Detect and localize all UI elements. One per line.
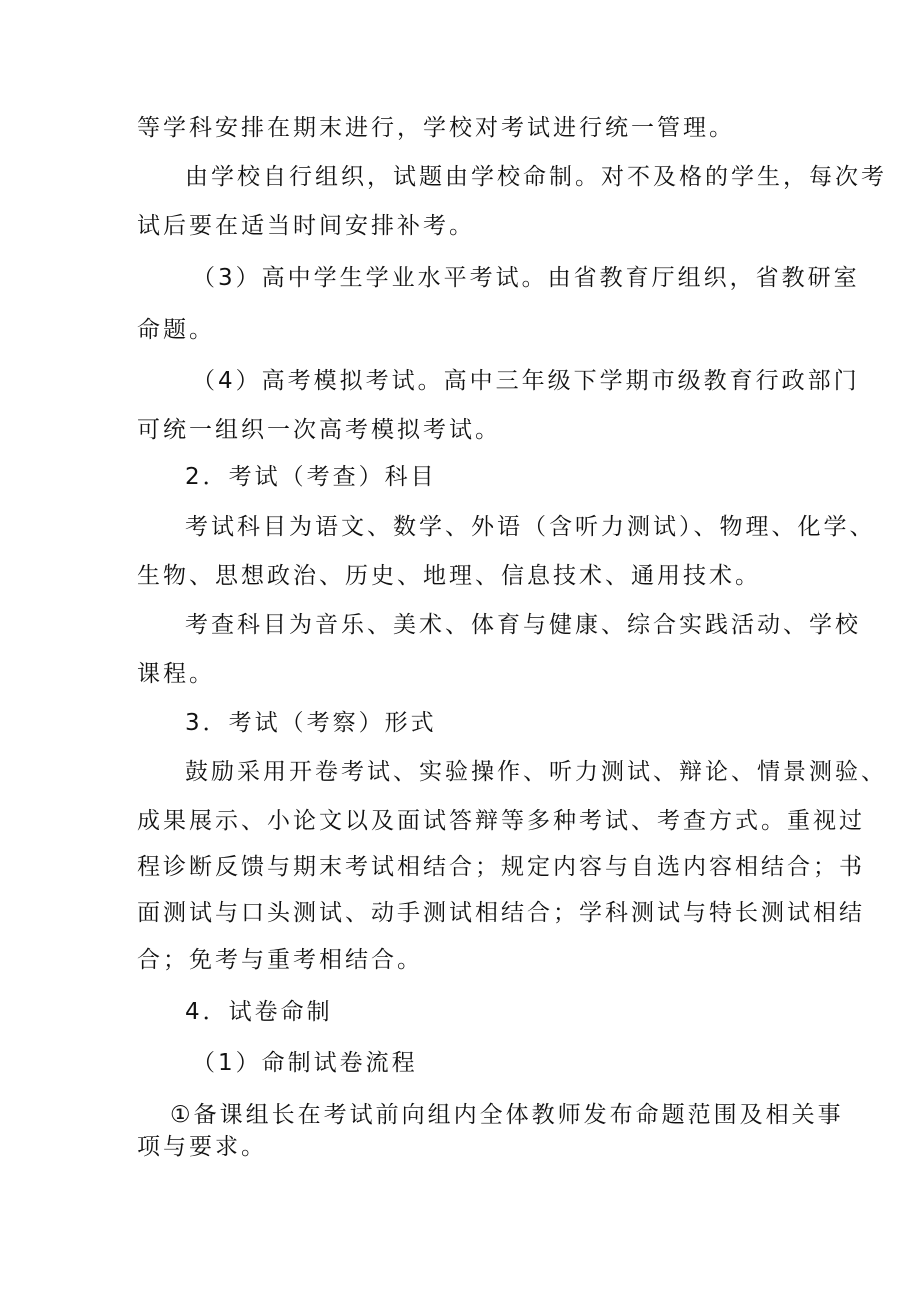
text-line: 程诊断反馈与期末考试相结合；规定内容与自选内容相结合；书 xyxy=(137,854,865,880)
text-line: 生物、思想政治、历史、地理、信息技术、通用技术。 xyxy=(137,563,761,589)
text-line: 课程。 xyxy=(137,661,215,687)
text-line: 合；免考与重考相结合。 xyxy=(137,947,423,973)
text-line: 可统一组织一次高考模拟考试。 xyxy=(137,417,501,443)
text-line: 考试科目为语文、数学、外语（含听力测试）、物理、化学、 xyxy=(185,514,876,540)
text-line: 考查科目为音乐、美术、体育与健康、综合实践活动、学校 xyxy=(185,612,861,638)
section-heading: 4．试卷命制 xyxy=(185,999,333,1025)
subsection-heading: （1）命制试卷流程 xyxy=(192,1050,418,1076)
text-line: （3）高中学生学业水平考试。由省教育厅组织，省教研室 xyxy=(192,265,860,291)
section-heading: 2．考试（考查）科目 xyxy=(185,464,437,490)
section-heading: 3．考试（考察）形式 xyxy=(185,710,437,736)
text-line: 成果展示、小论文以及面试答辩等多种考试、考查方式。重视过 xyxy=(137,808,865,834)
text-line: （4）高考模拟考试。高中三年级下学期市级教育行政部门 xyxy=(192,368,860,394)
text-line: 面测试与口头测试、动手测试相结合；学科测试与特长测试相结 xyxy=(137,900,865,926)
text-line: 命题。 xyxy=(137,317,215,343)
text-line: 项与要求。 xyxy=(137,1134,267,1160)
text-line: 试后要在适当时间安排补考。 xyxy=(137,213,475,239)
text-line: 等学科安排在期末进行，学校对考试进行统一管理。 xyxy=(137,115,735,141)
text-line: 鼓励采用开卷考试、实验操作、听力测试、辩论、情景测验、 xyxy=(185,759,887,785)
text-line: 由学校自行组织，试题由学校命制。对不及格的学生，每次考 xyxy=(185,164,887,190)
text-line: ①备课组长在考试前向组内全体教师发布命题范围及相关事 xyxy=(170,1102,844,1128)
